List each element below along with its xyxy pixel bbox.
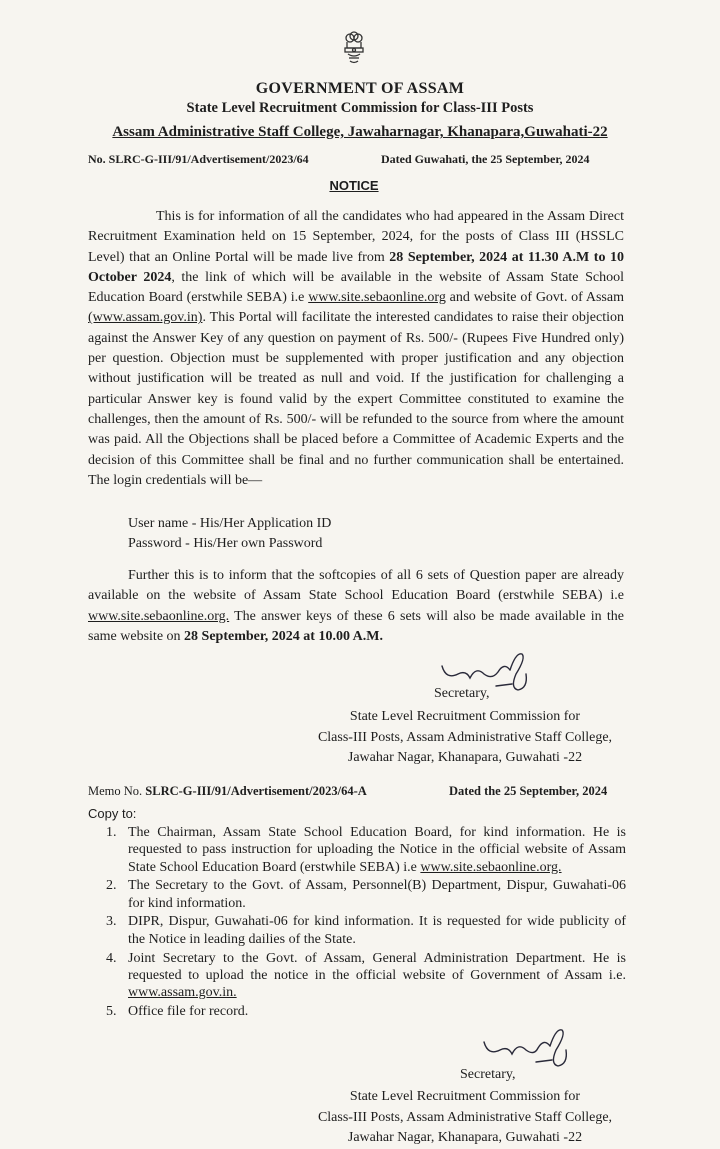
list-item-text: Office file for record. (128, 1003, 249, 1019)
list-item (88, 913, 626, 948)
list-item-number: 4. (106, 950, 117, 966)
header-college-address: Assam Administrative Staff College, Jawaharnagar, Khanapara,Guwahati-22 (112, 124, 608, 140)
notice-paragraph-2 (88, 566, 624, 647)
p2-text-b: The answer keys of these 6 sets will also be made available in the same website on (88, 608, 624, 644)
list-item-number: 2. (106, 878, 117, 894)
memo-date: Dated the 25 September, 2024 (449, 784, 608, 798)
memo-number (88, 784, 367, 799)
list-item (88, 1003, 626, 1020)
copy-to-list (88, 824, 626, 1022)
state-emblem-icon (340, 30, 368, 70)
p1-text-e: . This Portal will facilitate the interested candidates to raise their objection against the Answer Key of any question on payment of Rs. 500/- (Rupees Five Hundred only) per question. Objection must be supplemented with proper justification and any objection without justification will be treated as null and void. If the justification for challenging a particular Answer key is found valid by the expert Committee constituted to examine the challenges, then the amount of Rs. 500/- will be refunded to the source from where the amount was paid. All the Objections shall be placed before a Committee of Academic Experts and the decision of this Committee shall be final and no further communication shall be entertained. The login credentials will be— (88, 310, 624, 488)
p1-text-d: and website of Govt. of Assam (445, 290, 624, 306)
notice-date: Dated Guwahati, the 25 September, 2024 (381, 152, 590, 166)
assam-gov-link-2[interactable]: www.assam.gov.in. (128, 985, 237, 1001)
secretary-address-2 (290, 1087, 640, 1149)
list-item-number: 1. (106, 825, 117, 840)
secretary-title: Secretary, (434, 686, 490, 701)
secretary-address-line-3: Jawahar Nagar, Khanapara, Guwahati -22 (347, 750, 583, 765)
list-item-number: 3. (106, 914, 117, 930)
p1-text-a: This is for information of all the candidates who had appeared in the Assam Direct Recruitment Examination held on 15 September, 2024, for the posts of Class III (HSSLC Level) that an Online Portal will be made live from (88, 209, 624, 265)
memo-label: Memo No. (88, 784, 146, 798)
secretary-address-line-2: Class-III Posts, Assam Administrative Staff College, (317, 729, 613, 745)
secretary-address-2-line-3: Jawahar Nagar, Khanapara, Guwahati -22 (347, 1130, 583, 1145)
list-item (88, 877, 626, 912)
notice-paragraph-1 (88, 207, 624, 491)
p2-text-a: Further this is to inform that the softcopies of all 6 sets of Question paper are already available on the website of Assam State School Education Board (erstwhile SEBA) i.e (88, 568, 624, 604)
list-item (88, 950, 626, 1002)
p1-text-c: , the link of which will be available in the website of Assam State School Education Board (erstwhile SEBA) i.e (88, 269, 625, 306)
notice-title: NOTICE (329, 178, 379, 193)
memo-number-value: SLRC-G-III/91/Advertisement/2023/64-A (145, 784, 367, 798)
assam-gov-link[interactable]: (www.assam.gov.in) (88, 310, 203, 326)
header-government: GOVERNMENT OF ASSAM (255, 80, 465, 97)
list-item-text: The Secretary to the Govt. of Assam, Personnel(B) Department, Dispur, Guwahati-06 for kind information. (128, 878, 626, 911)
p2-answer-key-date: 28 September, 2024 at 10.00 A.M. (184, 628, 383, 644)
header-commission: State Level Recruitment Commission for Class-III Posts (186, 100, 534, 116)
list-item-text: Joint Secretary to the Govt. of Assam, General Administration Department. He is requested to upload the notice in the official website of Government of Assam i.e. (128, 950, 626, 983)
p1-portal-dates: 28 September, 2024 at 11.30 A.M to 10 October 2024 (88, 249, 624, 285)
reference-number: No. SLRC-G-III/91/Advertisement/2023/64 (88, 152, 309, 166)
secretary-title-2: Secretary, (460, 1067, 516, 1082)
list-item-text: DIPR, Dispur, Guwahati-06 for kind information. It is requested for wide publicity of the Notice in leading dailies of the State. (128, 914, 626, 947)
secretary-address (300, 707, 630, 769)
list-item (88, 824, 626, 876)
secretary-address-2-line-1: State Level Recruitment Commission for (349, 1089, 581, 1104)
secretary-address-2-line-2: Class-III Posts, Assam Administrative Staff College, (317, 1109, 613, 1125)
sebaonline-link-2[interactable]: www.site.sebaonline.org. (88, 608, 230, 624)
sebaonline-link-3[interactable]: www.site.sebaonline.org. (420, 859, 562, 875)
copy-to-label: Copy to: (88, 806, 137, 821)
secretary-address-line-1: State Level Recruitment Commission for (349, 709, 581, 724)
list-item-number: 5. (106, 1003, 117, 1019)
list-item-text: The Chairman, Assam State School Education Board, for kind information. He is requested to pass instruction for uploading the Notice in the official website of Assam State School Education Board (erstwhile SEBA) i.e (128, 825, 626, 875)
credential-password: Password - His/Her own Password (128, 536, 323, 551)
sebaonline-link[interactable]: www.site.sebaonline.org (308, 290, 446, 306)
credential-username: User name - His/Her Application ID (128, 516, 332, 531)
